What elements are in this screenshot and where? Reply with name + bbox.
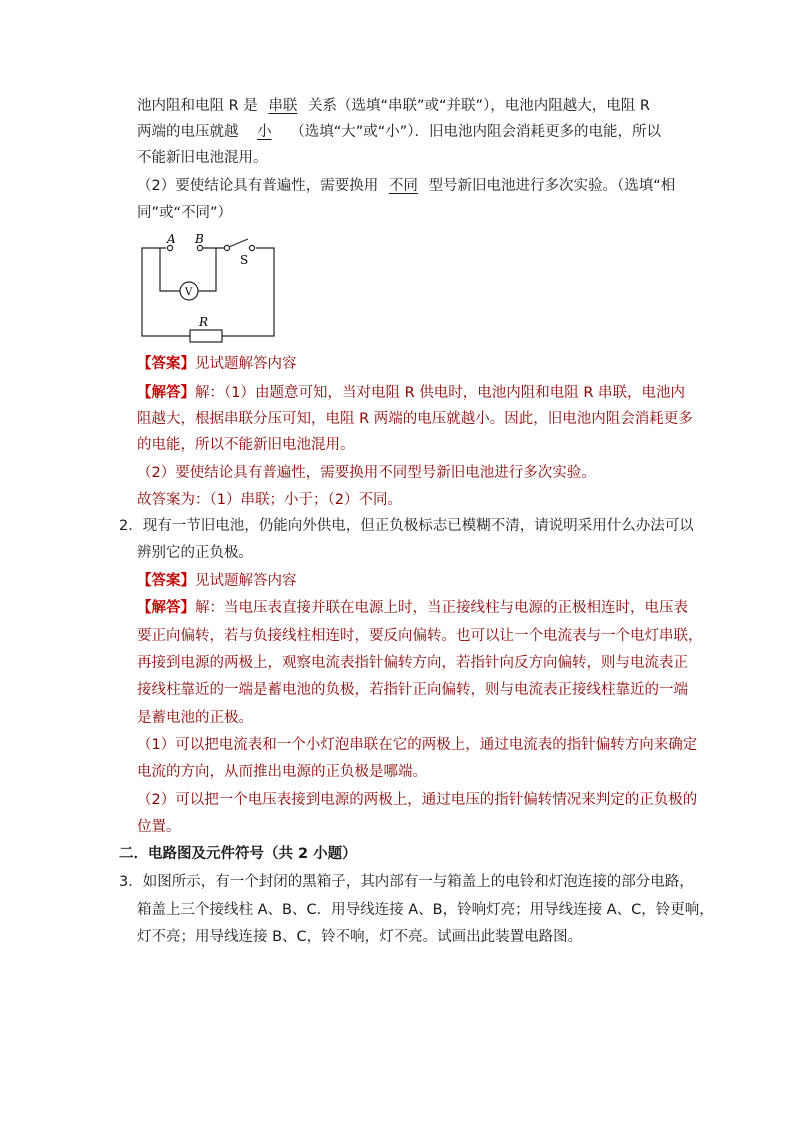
text-line [137, 176, 675, 196]
answer-blank: 不同 [388, 178, 418, 194]
solution-text: （1）可以把电流表和一个小灯泡串联在它的两极上，通过电流表的指针偏转方向来确定 [137, 737, 698, 753]
solution-tag: 【解答】 [137, 600, 195, 616]
question-text: 辨别它的正负极。 [137, 545, 253, 561]
question-text: 3．如图所示，有一个封闭的黑箱子，其内部有一与箱盖上的电铃和灯泡连接的部分电路， [119, 874, 694, 890]
answer-line [137, 571, 297, 591]
answer-text: 见试题解答内容 [195, 356, 297, 372]
text-line [137, 122, 661, 142]
question-text: 2．现有一节旧电池，仍能向外供电，但正负极标志已模糊不清，请说明采用什么办法可以 [119, 518, 694, 534]
text-span: 型号新旧电池进行多次实验。（选填“相 [428, 178, 676, 194]
solution-text: 要正向偏转，若与负接线柱相连时，要反向偏转。也可以让一个电流表与一个电灯串联， [137, 628, 703, 644]
section-title: 二．电路图及元件符号（共 2 小题） [119, 846, 357, 862]
solution-text: （2）可以把一个电压表接到电源的两极上，通过电压的指针偏转情况来判定的正负极的 [137, 792, 698, 808]
text-line [137, 96, 650, 116]
text-line: 同”或“不同”） [137, 205, 233, 221]
solution-text: 的电能，所以不能新旧电池混用。 [137, 437, 355, 453]
answer-blank: 小 [257, 124, 272, 140]
solution-text: 接线柱靠近的一端是蓄电池的负极，若指针正向偏转，则与电流表正接线柱靠近的一端 [137, 682, 688, 698]
circuit-diagram [132, 228, 292, 346]
switch-label: S [240, 253, 249, 267]
solution-line [137, 383, 685, 403]
answer-tag: 【答案】 [137, 356, 195, 372]
solution-text: 故答案为：（1）串联；小于；（2）不同。 [137, 492, 402, 508]
question-text: 灯不亮；用导线连接 B、C，铃不响，灯不亮。试画出此装置电路图。 [137, 929, 583, 945]
terminal-a-label: A [167, 232, 176, 246]
text-span: （选填“大”或“小”）．旧电池内阻会消耗更多的电能，所以 [290, 124, 662, 140]
text-span: 池内阻和电阻 R 是 [137, 98, 258, 114]
text-line: 不能新旧电池混用。 [137, 150, 268, 166]
solution-text: 位置。 [137, 819, 181, 835]
answer-tag: 【答案】 [137, 573, 195, 589]
text-span: 两端的电压就越 [137, 124, 239, 140]
question-text: 箱盖上三个接线柱 A、B、C．用导线连接 A、B，铃响灯亮；用导线连接 A、C，铃更响， [137, 902, 714, 918]
answer-line [137, 354, 297, 374]
solution-text: （2）要使结论具有普遍性，需要换用不同型号新旧电池进行多次实验。 [137, 465, 596, 481]
solution-text: 电流的方向，从而推出电源的正负极是哪端。 [137, 764, 427, 780]
text-span: 关系（选填“串联”或“并联”），电池内阻越大，电阻 R [308, 98, 650, 114]
solution-text: 再接到电源的两极上，观察电流表指针偏转方向，若指针向反方向偏转，则与电流表正 [137, 655, 688, 671]
solution-text: 解：当电压表直接并联在电源上时，当正接线柱与电源的正极相连时，电压表 [195, 600, 688, 616]
solution-text: 阻越大，根据串联分压可知，电阻 R 两端的电压就越小。因此，旧电池内阻会消耗更多 [137, 411, 693, 427]
voltmeter-label: V [185, 287, 193, 298]
answer-text: 见试题解答内容 [195, 573, 297, 589]
solution-text: 是蓄电池的正极。 [137, 710, 253, 726]
resistor-label: R [199, 315, 209, 329]
solution-line [137, 598, 688, 618]
text-span: （2）要使结论具有普遍性，需要换用 [137, 178, 379, 194]
solution-tag: 【解答】 [137, 385, 195, 401]
terminal-b-label: B [195, 232, 204, 246]
solution-text: 解：（1）由题意可知，当对电阻 R 供电时，电池内阻和电阻 R 串联，电池内 [195, 385, 686, 401]
answer-blank: 串联 [268, 98, 298, 114]
